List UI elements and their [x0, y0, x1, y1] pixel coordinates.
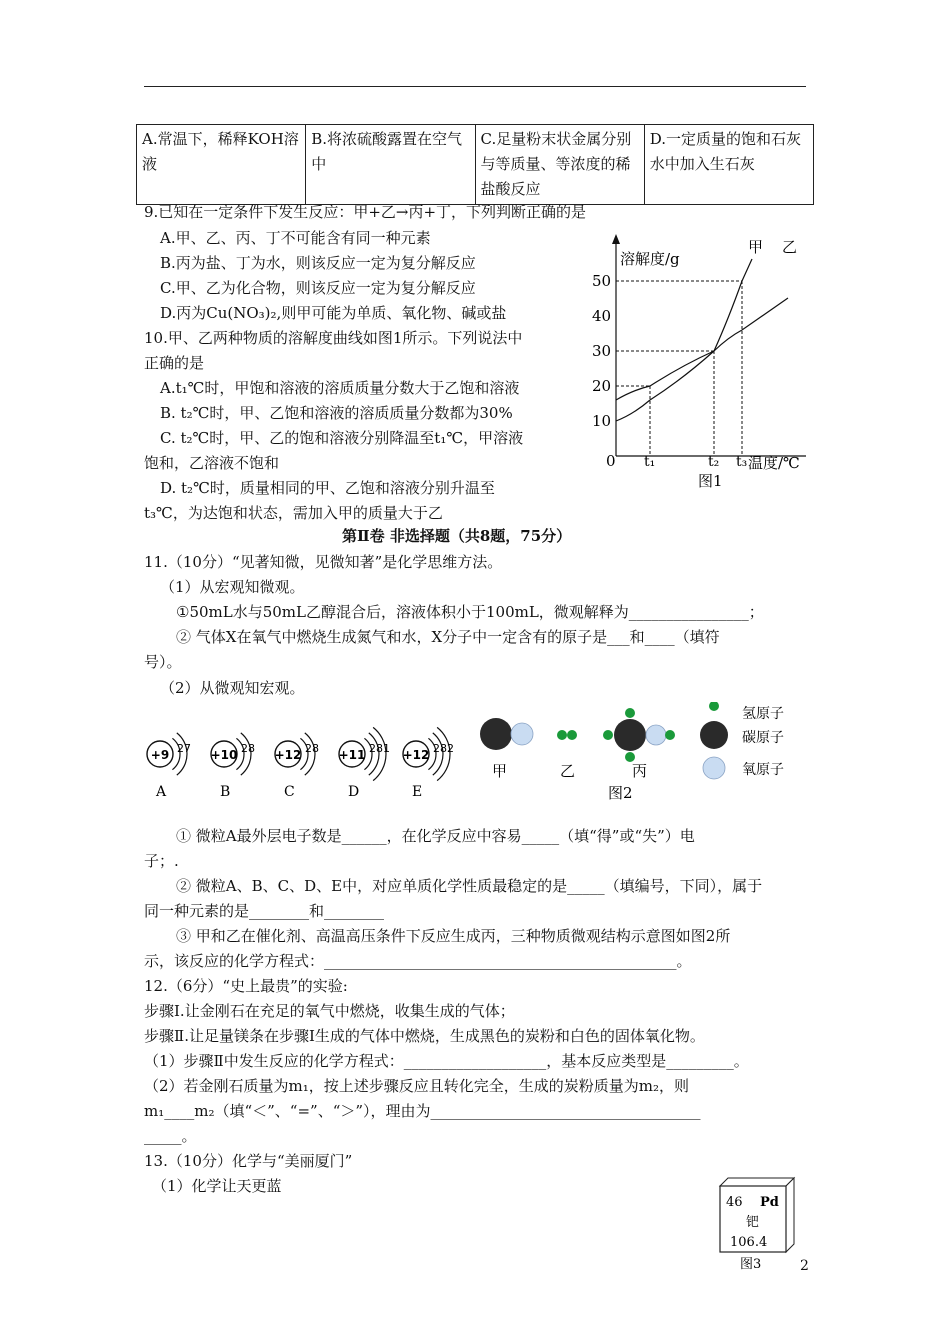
y-tick-label: 10: [592, 412, 612, 430]
q11-part2-a-cont: 子；.: [144, 852, 179, 870]
ion-shell-count: 8: [312, 742, 319, 755]
ion-label: A: [156, 784, 167, 800]
ion-shell-count: 8: [376, 742, 383, 755]
x-tick-label: t₁: [644, 454, 656, 470]
q12-step1: 步骤Ⅰ.让金刚石在充足的氧气中燃烧，收集生成的气体；: [144, 1002, 515, 1020]
q10-stem-2: 正确的是: [144, 354, 205, 372]
q9-option-b: B.丙为盐、丁为水，则该反应一定为复分解反应: [160, 254, 476, 272]
q10-stem: 10.甲、乙两种物质的溶解度曲线如图1所示。下列说法中: [144, 329, 523, 347]
chart-ylabel: 溶解度/g: [620, 250, 680, 268]
header-rule: [144, 86, 806, 87]
q11-part1: （1）从宏观知微观。: [160, 578, 305, 596]
x-tick-label: t₃: [736, 454, 748, 470]
q11-part2-a: ① 微粒A最外层电子数是______，在化学反应中容易_____（填“得”或“失”）电: [176, 827, 695, 845]
figure-2: [138, 702, 798, 806]
legend-carbon: 碳原子: [742, 730, 784, 746]
ion-shell-count: 2: [447, 742, 454, 755]
element-number: 46: [726, 1195, 743, 1210]
ion-e: [403, 727, 454, 800]
element-mass: 106.4: [730, 1235, 768, 1250]
q13-part1: （1）化学让天更蓝: [152, 1177, 282, 1195]
molecule-label-jia: 甲: [492, 762, 508, 780]
q11-part1-b-cont: 号）。: [144, 653, 182, 671]
q12-stem: 12.（6分）“史上最贵”的实验:: [144, 977, 348, 995]
table-cell-a: A.常温下，稀释KOH溶液: [137, 125, 306, 205]
ion-label: D: [348, 784, 360, 800]
q11-part1-a: ①50mL水与50mL乙醇混合后，溶液体积小于100mL，微观解释为________________；: [176, 603, 764, 621]
q10-option-d-cont: t₃℃，为达饱和状态，需加入甲的质量大于乙: [144, 504, 443, 522]
ion-shell-count: 1: [383, 742, 390, 755]
ion-shell-count: 2: [305, 742, 312, 755]
ion-nucleus: +11: [338, 748, 366, 762]
q10-option-c-cont: 饱和，乙溶液不饱和: [144, 454, 280, 472]
ion-shell-count: 2: [177, 742, 184, 755]
ion-shell-count: 8: [440, 742, 447, 755]
q10-option-b: B. t₂℃时，甲、乙饱和溶液的溶质质量分数都为30%: [160, 404, 513, 422]
q11-part2: （2）从微观知宏观。: [160, 679, 305, 697]
ion-c: [275, 733, 319, 800]
ion-nucleus: +9: [150, 748, 170, 762]
ion-shell-count: 7: [184, 742, 191, 755]
figure-3-caption: 图3: [740, 1257, 762, 1272]
q11-stem: 11.（10分）“见著知微，见微知著”是化学思维方法。: [144, 553, 503, 571]
q10-option-c: C. t₂℃时，甲、乙的饱和溶液分别降温至t₁℃，甲溶液: [160, 429, 524, 447]
solubility-chart: [586, 230, 816, 492]
legend-oxygen: 氧原子: [742, 762, 784, 778]
section-title: 第Ⅱ卷 非选择题（共8题，75分）: [342, 527, 572, 545]
ion-d: [339, 727, 390, 800]
q11-part2-c: ③ 甲和乙在催化剂、高温高压条件下反应生成丙，三种物质微观结构示意图如图2所: [176, 927, 731, 945]
series-line-jia: [616, 259, 752, 421]
ion-shell-count: 2: [369, 742, 376, 755]
element-symbol: Pd: [760, 1195, 779, 1210]
legend-hydrogen: 氢原子: [742, 706, 784, 722]
ion-nucleus: +12: [274, 748, 302, 762]
q9-option-d: D.丙为Cu(NO₃)₂,则甲可能为单质、氧化物、碱或盐: [160, 304, 507, 322]
ion-label: B: [220, 784, 231, 800]
molecule-jia: [480, 718, 533, 750]
q12-step2: 步骤Ⅱ.让足量镁条在步骤Ⅰ生成的气体中燃烧，生成黑色的炭粉和白色的固体氧化物。: [144, 1027, 705, 1045]
ion-nucleus: +12: [402, 748, 430, 762]
series-line-yi: [616, 298, 788, 400]
figure-2-caption: 图2: [608, 784, 633, 802]
ion-label: E: [412, 784, 423, 800]
q13-stem: 13.（10分）化学与“美丽厦门”: [144, 1152, 353, 1170]
q9-stem: 9.已知在一定条件下发生反应：甲+乙→丙+丁，下列判断正确的是: [144, 203, 587, 221]
series-label-yi: 乙: [782, 238, 798, 256]
page-number: 2: [800, 1258, 809, 1274]
element-name: 钯: [746, 1215, 760, 1230]
ion-shell-count: 2: [433, 742, 440, 755]
q12-part2-end: _____。: [144, 1127, 197, 1145]
table-cell-d: D.一定质量的饱和石灰水中加入生石灰: [644, 125, 813, 205]
series-label-jia: 甲: [748, 238, 764, 256]
table-cell-b: B.将浓硫酸露置在空气中: [306, 125, 475, 205]
y-tick-label: 30: [592, 342, 612, 360]
q11-part1-b: ② 气体X在氧气中燃烧生成氮气和水，X分子中一定含有的原子是___和____（填符: [176, 628, 720, 646]
molecule-bing: [603, 708, 675, 762]
y-tick-label: 20: [592, 377, 612, 395]
ion-shell-count: 2: [241, 742, 248, 755]
ion-a: [147, 733, 191, 800]
options-table: [136, 124, 814, 205]
q11-part2-c-cont: 示，该反应的化学方程式：_______________________________________________。: [144, 952, 692, 970]
table-cell-c: C.足量粉末状金属分别与等质量、等浓度的稀盐酸反应: [475, 125, 644, 205]
ion-b: [211, 733, 255, 800]
molecule-label-yi: 乙: [560, 762, 576, 780]
ion-label: C: [284, 784, 295, 800]
molecule-yi: [557, 730, 577, 740]
chart-origin: 0: [606, 452, 616, 470]
q10-option-d: D. t₂℃时，质量相同的甲、乙饱和溶液分别升温至: [160, 479, 495, 497]
y-tick-label: 40: [592, 307, 612, 325]
q12-part2-cont: m₁____m₂（填“＜”、“=”、“＞”），理由为____________________________________: [144, 1102, 701, 1120]
chart-labels: [592, 272, 747, 470]
x-tick-label: t₂: [708, 454, 720, 470]
q11-part2-b: ② 微粒A、B、C、D、E中，对应单质化学性质最稳定的是_____（填编号，下同），属于: [176, 877, 763, 895]
ion-diagrams: [147, 727, 454, 800]
q11-part2-b-cont: 同一种元素的是________和________: [144, 902, 385, 920]
q12-part1: （1）步骤Ⅱ中发生反应的化学方程式：___________________，基本反应类型是_________。: [144, 1052, 749, 1070]
palladium-element-card: [716, 1176, 800, 1272]
chart-xlabel: 温度/℃: [748, 454, 800, 472]
ion-shell-count: 8: [248, 742, 255, 755]
ion-nucleus: +10: [210, 748, 238, 762]
molecule-label-bing: 丙: [632, 762, 648, 780]
q9-option-c: C.甲、乙为化合物，则该反应一定为复分解反应: [160, 279, 476, 297]
chart-caption: 图1: [698, 472, 723, 490]
q10-option-a: A.t₁℃时，甲饱和溶液的溶质质量分数大于乙饱和溶液: [160, 379, 520, 397]
legend: [700, 702, 784, 779]
q9-option-a: A.甲、乙、丙、丁不可能含有同一种元素: [160, 229, 431, 247]
q12-part2: （2）若金刚石质量为m₁，按上述步骤反应且转化完全，生成的炭粉质量为m₂，则: [144, 1077, 690, 1095]
y-tick-label: 50: [592, 272, 612, 290]
chart-lines: [616, 259, 788, 421]
